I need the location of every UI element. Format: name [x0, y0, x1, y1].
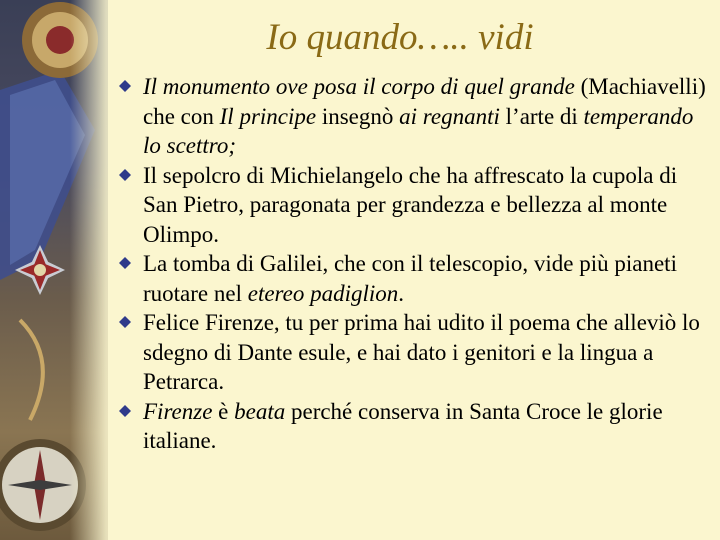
bullet-text-segment: Felice Firenze, tu per prima hai udito il poema che alleviò lo sdegno di Dante esule, e hai dato i genitori e la lingua a Petrarca.	[143, 310, 700, 394]
diamond-bullet-icon	[119, 405, 131, 417]
bullet-text	[143, 72, 712, 161]
diamond-bullet-icon	[119, 316, 131, 328]
bullet-text-segment: beata	[234, 398, 286, 424]
bullet-text-segment: perché conserva in Santa Croce le glorie italiane.	[143, 398, 663, 453]
bullet-text	[143, 397, 712, 456]
diamond-bullet-icon	[119, 257, 131, 269]
bullet-text-segment: Il sepolcro di Michielangelo che ha affrescato la cupola di San Pietro, paragonata per grandezza e bellezza al monte Olimpo.	[143, 162, 678, 247]
bullet-item	[112, 397, 712, 456]
bullet-text	[143, 308, 712, 397]
diamond-bullet-icon	[119, 169, 131, 181]
bullet-item	[112, 249, 712, 308]
bullet-text-segment: Firenze	[143, 398, 213, 424]
bullet-text-segment: insegnò	[316, 103, 400, 129]
slide-title: Io quando….. vidi	[266, 17, 534, 58]
bullet-text	[143, 161, 712, 250]
bullet-item	[112, 308, 712, 397]
bullet-list	[112, 72, 712, 456]
bullet-text-segment: l’arte di	[499, 103, 584, 129]
bullet-text-segment: è	[212, 398, 235, 424]
bullet-item	[112, 161, 712, 250]
bullet-text-segment: etereo padiglion	[247, 280, 399, 306]
bullet-text	[143, 249, 712, 308]
bullet-text-segment: temperando lo scettro;	[143, 103, 694, 158]
bullet-text-segment: Il principe	[219, 103, 317, 129]
bullet-text-segment: La tomba di Galilei, che con il telescopio, vide più pianeti ruotare nel	[143, 251, 677, 306]
bullet-text-segment: (Machiavelli) che con	[143, 74, 706, 129]
diamond-bullet-icon	[119, 80, 131, 92]
bullet-text-segment: .	[398, 280, 405, 306]
bullet-text-segment: Il monumento ove posa il corpo di quel grande	[143, 74, 575, 99]
bullet-item	[112, 72, 712, 161]
bullet-text-segment: ai regnanti	[399, 103, 500, 129]
